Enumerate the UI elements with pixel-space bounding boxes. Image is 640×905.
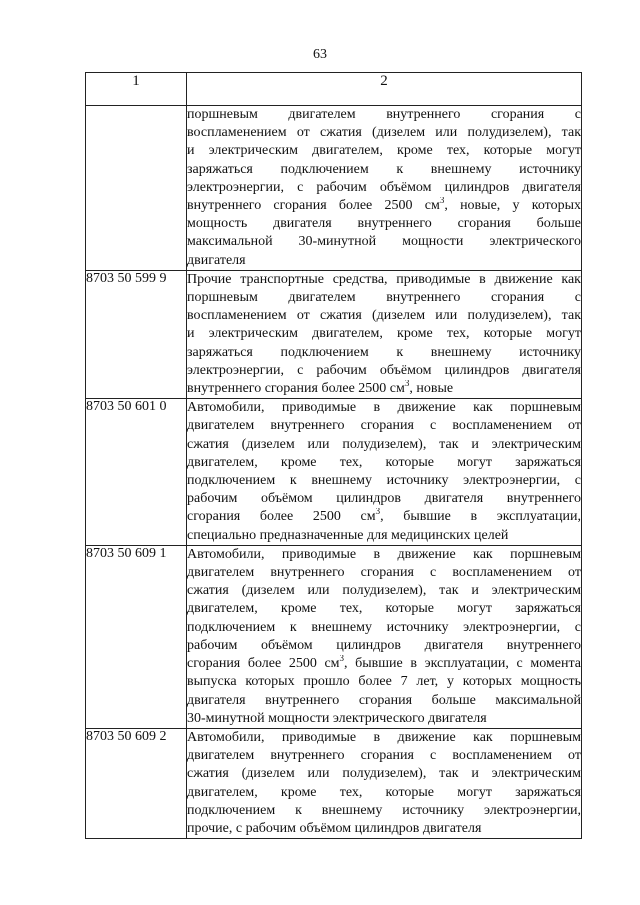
table-body bbox=[86, 106, 582, 839]
description-line: и электрическим двигателем, кроме тех, которые могут bbox=[187, 326, 581, 342]
description-line: двигателем, кроме тех, которые могут заряжаться bbox=[187, 601, 581, 617]
table-row bbox=[86, 728, 582, 838]
description-line: выпуска которых прошло более 7 лет, у которых мощность bbox=[187, 674, 581, 690]
description-line: двигателем внутреннего сгорания с воспламенением от bbox=[187, 418, 581, 434]
column-header-2: 2 bbox=[187, 73, 582, 106]
description-line: подключением к внешнему источнику электроэнергии, bbox=[187, 802, 581, 818]
description-line: сжатия (дизелем или полудизелем), так и электрическим bbox=[187, 766, 581, 782]
commodity-description bbox=[187, 399, 582, 546]
description-line: сгорания более 2500 $см^3$, бывшие в эксплуатации, bbox=[187, 508, 581, 525]
description-line: двигателем внутреннего сгорания с воспламенением от bbox=[187, 565, 581, 581]
description-line: сжатия (дизелем или полудизелем), так и электрическим bbox=[187, 583, 581, 599]
commodity-code: 8703 50 609 2 bbox=[86, 728, 187, 838]
description-line: и электрическим двигателем, кроме тех, которые могут bbox=[187, 143, 581, 159]
description-line: подключением к внешнему источнику электроэнергии, с bbox=[187, 473, 581, 489]
description-line: заряжаться подключением к внешнему источнику bbox=[187, 344, 581, 360]
description-line: воспламенением от сжатия (дизелем или полудизелем), так bbox=[187, 308, 581, 324]
description-line: максимальной 30-минутной мощности электрического bbox=[187, 234, 581, 250]
description-line: поршневым двигателем внутреннего сгорания с bbox=[187, 290, 581, 306]
description-line: специально предназначенные для медицинских целей bbox=[187, 527, 509, 543]
description-line: двигателем внутреннего сгорания с воспламенением от bbox=[187, 748, 581, 764]
description-line: поршневым двигателем внутреннего сгорания с bbox=[187, 107, 581, 122]
description-line: Автомобили, приводимые в движение как поршневым bbox=[187, 729, 581, 745]
commodity-description bbox=[187, 545, 582, 728]
page-number: 63 bbox=[313, 47, 327, 62]
commodity-description bbox=[187, 270, 582, 398]
commodity-code: 8703 50 601 0 bbox=[86, 399, 187, 546]
description-line: 30-минутной мощности электрического двигателя bbox=[187, 710, 487, 726]
description-line: двигателем, кроме тех, которые могут заряжаться bbox=[187, 784, 581, 800]
description-line: двигателем, кроме тех, которые могут заряжаться bbox=[187, 454, 581, 470]
description-line: сжатия (дизелем или полудизелем), так и электрическим bbox=[187, 436, 581, 452]
tariff-table bbox=[85, 72, 582, 839]
description-line: рабочим объёмом цилиндров двигателя внутреннего bbox=[187, 491, 581, 507]
description-line: Автомобили, приводимые в движение как поршневым bbox=[187, 400, 581, 416]
description-line: заряжаться подключением к внешнему источнику bbox=[187, 161, 581, 177]
description-line: Автомобили, приводимые в движение как поршневым bbox=[187, 546, 581, 562]
description-line: двигателя bbox=[187, 252, 246, 268]
column-header-1: 1 bbox=[86, 73, 187, 106]
commodity-code bbox=[86, 106, 187, 271]
description-line: внутреннего сгорания более 2500 $см^3$, новые, у которых bbox=[187, 197, 581, 214]
description-line: сгорания более 2500 $см^3$, бывшие в эксплуатации, с момента bbox=[187, 655, 581, 672]
commodity-description bbox=[187, 106, 582, 271]
description-line: прочие, с рабочим объёмом цилиндров двигателя bbox=[187, 820, 482, 836]
description-line: электроэнергии, с рабочим объёмом цилиндров двигателя bbox=[187, 179, 581, 195]
description-line: Прочие транспортные средства, приводимые в движение как bbox=[187, 271, 581, 287]
commodity-code: 8703 50 599 9 bbox=[86, 270, 187, 398]
table-row bbox=[86, 106, 582, 271]
description-line: мощность двигателя внутреннего сгорания больше bbox=[187, 216, 581, 232]
table-header-row bbox=[86, 73, 582, 106]
table-row bbox=[86, 399, 582, 546]
description-line: электроэнергии, с рабочим объёмом цилиндров двигателя bbox=[187, 362, 581, 378]
commodity-code: 8703 50 609 1 bbox=[86, 545, 187, 728]
description-line: подключением к внешнему источнику электроэнергии, с bbox=[187, 619, 581, 635]
description-line: внутреннего сгорания более 2500 $см^3$, новые bbox=[187, 380, 454, 397]
commodity-description bbox=[187, 728, 582, 838]
table-row bbox=[86, 545, 582, 728]
description-line: рабочим объёмом цилиндров двигателя внутреннего bbox=[187, 637, 581, 653]
description-line: двигателя внутреннего сгорания больше максимальной bbox=[187, 692, 581, 708]
table-row bbox=[86, 270, 582, 398]
description-line: воспламенением от сжатия (дизелем или полудизелем), так bbox=[187, 125, 581, 141]
